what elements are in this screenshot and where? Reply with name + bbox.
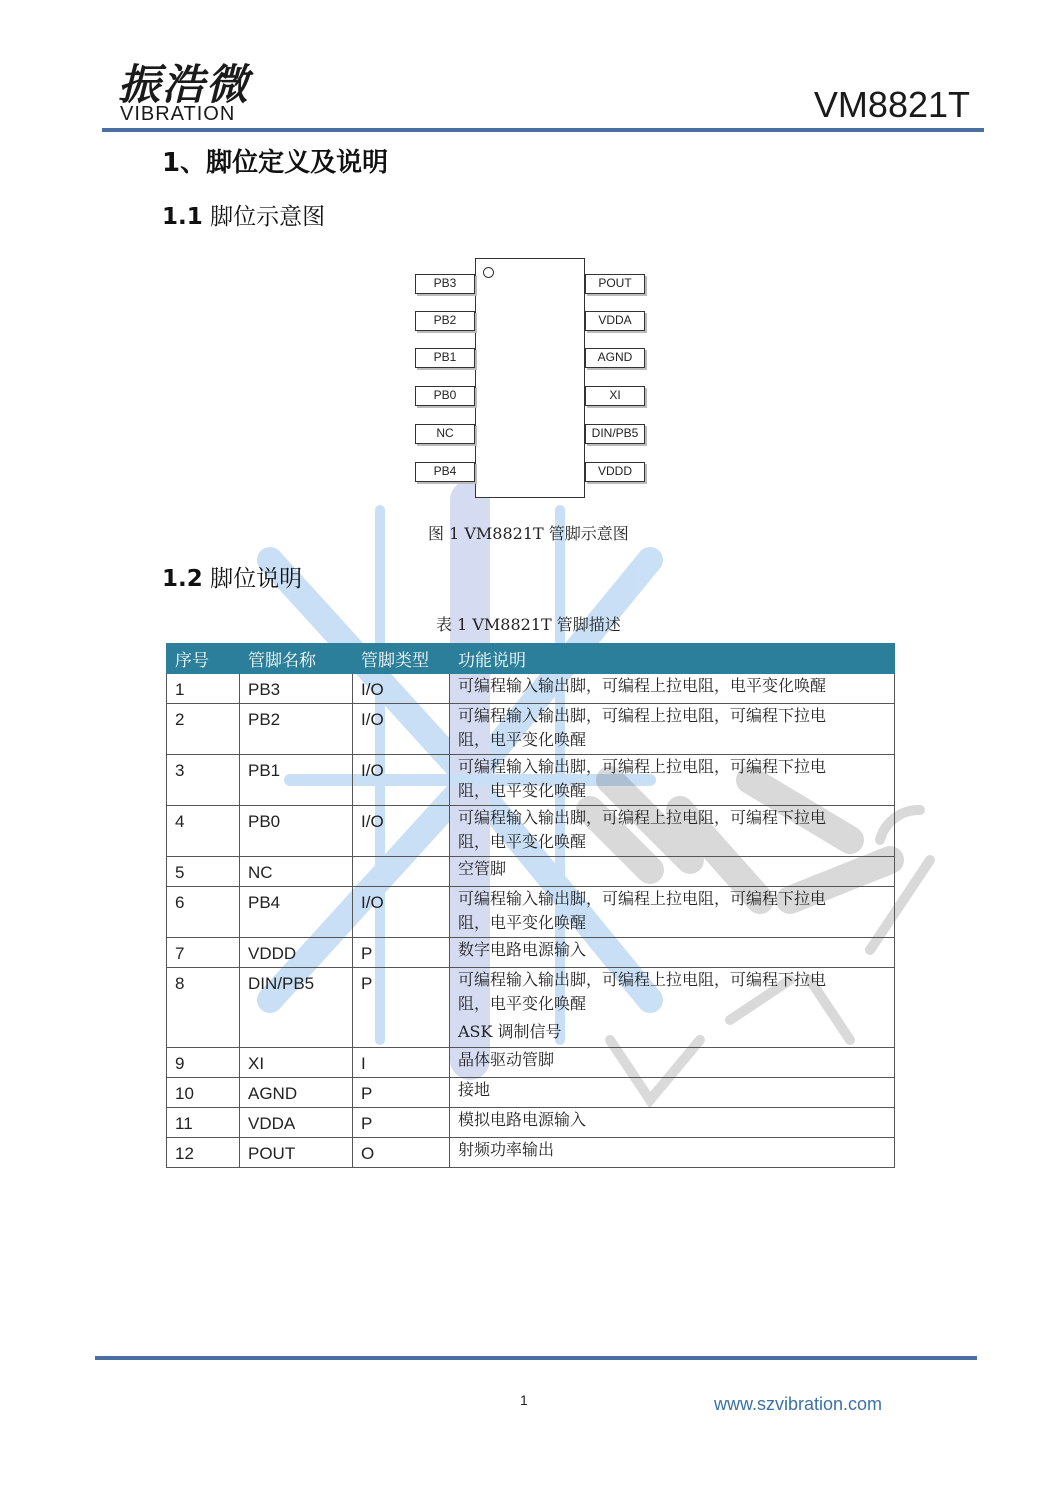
function-text-line: 可编程输入输出脚，可编程上拉电阻，可编程下拉电 (458, 808, 827, 827)
cell-pin-type (353, 857, 450, 887)
cell-pin-name: VDDD (240, 938, 353, 968)
table-row (167, 857, 895, 887)
pin-label-right: AGND (585, 348, 645, 368)
cell-function (450, 755, 895, 806)
table-row (167, 704, 895, 755)
cell-function (450, 968, 895, 1048)
function-text-line: 可编程输入输出脚，可编程上拉电阻，可编程下拉电 (458, 889, 827, 908)
function-text-line: ASK 调制信号 (458, 1022, 562, 1041)
cell-pin-name: PB0 (240, 806, 353, 857)
cell-pin-name: PB2 (240, 704, 353, 755)
cell-pin-type: I/O (353, 806, 450, 857)
cell-function (450, 1048, 895, 1078)
pin-label-left: PB4 (415, 462, 475, 482)
table-row (167, 1078, 895, 1108)
table-body (167, 674, 895, 1168)
cell-function (450, 806, 895, 857)
cell-pin-name: DIN/PB5 (240, 968, 353, 1048)
cell-function (450, 1078, 895, 1108)
function-text-line: 阻，电平变化唤醒 (458, 994, 587, 1013)
cell-pin-name: PB3 (240, 674, 353, 704)
website-link[interactable]: www.szvibration.com (714, 1394, 883, 1414)
function-text-line: 阻，电平变化唤醒 (458, 913, 587, 932)
cell-pin-name: POUT (240, 1138, 353, 1168)
table-header-row (167, 644, 895, 674)
cell-pin-type: P (353, 968, 450, 1048)
cell-number: 11 (167, 1108, 240, 1138)
function-text-line: 可编程输入输出脚，可编程上拉电阻，电平变化唤醒 (458, 676, 827, 695)
cell-pin-name: VDDA (240, 1108, 353, 1138)
section-1-title: 1、脚位定义及说明 (162, 148, 389, 178)
cell-function (450, 1108, 895, 1138)
cell-function (450, 674, 895, 704)
pin-label-right: DIN/PB5 (585, 424, 645, 444)
header-function: 功能说明 (450, 644, 895, 674)
pin-label-left: PB3 (415, 274, 475, 294)
cell-pin-type: P (353, 1108, 450, 1138)
section-1-1-label: 脚位示意图 (210, 204, 326, 230)
pin-label-left: PB2 (415, 311, 475, 331)
table-row (167, 755, 895, 806)
cell-number: 2 (167, 704, 240, 755)
cell-pin-name: NC (240, 857, 353, 887)
function-text-line: 空管脚 (458, 859, 507, 878)
table-row (167, 674, 895, 704)
cell-number: 7 (167, 938, 240, 968)
cell-pin-name: AGND (240, 1078, 353, 1108)
cell-pin-type: I/O (353, 755, 450, 806)
function-text-line: 数字电路电源输入 (458, 940, 587, 959)
cell-pin-type: O (353, 1138, 450, 1168)
function-text-line: 晶体驱动管脚 (458, 1050, 555, 1069)
figure-caption: 图 1 VM8821T 管脚示意图 (428, 524, 629, 543)
page-number: 1 (520, 1392, 528, 1408)
pin-description-table (166, 643, 895, 1168)
pin-label-left: NC (415, 424, 475, 444)
cell-number: 6 (167, 887, 240, 938)
cell-pin-name: PB1 (240, 755, 353, 806)
pin-label-right: VDDA (585, 311, 645, 331)
function-text-line: 阻，电平变化唤醒 (458, 781, 587, 800)
function-text-line: 阻，电平变化唤醒 (458, 832, 587, 851)
pin-label-left: PB1 (415, 348, 475, 368)
cell-pin-type: I/O (353, 674, 450, 704)
function-text-line: 可编程输入输出脚，可编程上拉电阻，可编程下拉电 (458, 706, 827, 725)
cell-pin-type: P (353, 938, 450, 968)
function-text-line: 射频功率输出 (458, 1140, 555, 1159)
pin-label-left: PB0 (415, 386, 475, 406)
chip-body (475, 258, 585, 498)
table-row (167, 1108, 895, 1138)
function-text-line: 阻，电平变化唤醒 (458, 730, 587, 749)
cell-number: 10 (167, 1078, 240, 1108)
table-caption: 表 1 VM8821T 管脚描述 (436, 615, 621, 634)
model-number: VM8821T (813, 84, 970, 125)
function-text-line: 可编程输入输出脚，可编程上拉电阻，可编程下拉电 (458, 970, 827, 989)
section-1-2-title (162, 560, 302, 593)
pin-label-right: POUT (585, 274, 645, 294)
cell-number: 4 (167, 806, 240, 857)
table-row (167, 887, 895, 938)
function-text-line: 可编程输入输出脚，可编程上拉电阻，可编程下拉电 (458, 757, 827, 776)
header-divider (102, 128, 984, 132)
function-text-line: 模拟电路电源输入 (458, 1110, 587, 1129)
cell-pin-type: I/O (353, 704, 450, 755)
cell-number: 1 (167, 674, 240, 704)
section-1-1-number: 1.1 (162, 204, 203, 230)
table-row (167, 938, 895, 968)
cell-function (450, 1138, 895, 1168)
cell-pin-type: I (353, 1048, 450, 1078)
cell-number: 3 (167, 755, 240, 806)
header-pin-name: 管脚名称 (240, 644, 353, 674)
cell-number: 12 (167, 1138, 240, 1168)
section-1-1-title (162, 198, 325, 231)
cell-pin-name: XI (240, 1048, 353, 1078)
section-1-2-number: 1.2 (162, 566, 203, 592)
section-1-2-label: 脚位说明 (210, 566, 303, 592)
cell-function (450, 704, 895, 755)
cell-pin-type: P (353, 1078, 450, 1108)
function-text-line: 接地 (458, 1080, 491, 1099)
cell-pin-name: PB4 (240, 887, 353, 938)
cell-function (450, 857, 895, 887)
pin-label-right: XI (585, 386, 645, 406)
pin1-marker (483, 267, 494, 278)
pin-label-right: VDDD (585, 462, 645, 482)
cell-number: 8 (167, 968, 240, 1048)
logo-english: VIBRATION (120, 103, 236, 125)
cell-function (450, 887, 895, 938)
cell-number: 5 (167, 857, 240, 887)
header-number: 序号 (167, 644, 240, 674)
cell-number: 9 (167, 1048, 240, 1078)
table-row (167, 1138, 895, 1168)
table-row (167, 1048, 895, 1078)
table-row (167, 806, 895, 857)
cell-pin-type: I/O (353, 887, 450, 938)
footer-divider (95, 1356, 977, 1360)
logo-chinese: 振浩微 (118, 60, 251, 109)
header-pin-type: 管脚类型 (353, 644, 450, 674)
cell-function (450, 938, 895, 968)
table-row (167, 968, 895, 1048)
